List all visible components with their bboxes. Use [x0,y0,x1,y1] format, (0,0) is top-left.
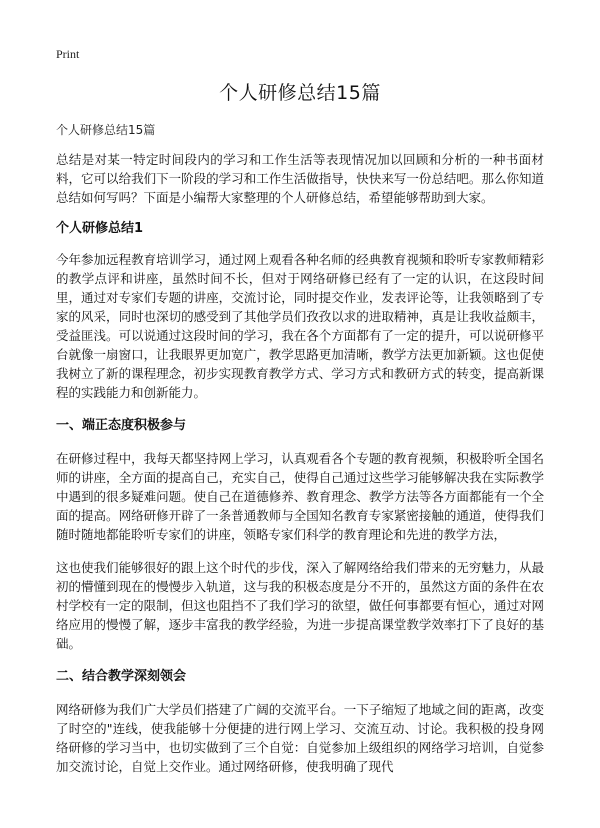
section-2-paragraph-1: 网络研修为我们广大学员们搭建了广阔的交流平台。一下子缩短了地域之间的距离，改变了时空的"连线，使我能够十分便捷的进行网上学习、交流互动、讨论。我积极的投身网络研修的学习当中，也切实做到了三个自觉：自觉参加上级组织的网络学习培训，自觉参加交流讨论，自觉上交作业。通过网络研修，使我明确了现代 [56,702,544,774]
page-title: 个人研修总结15篇 [219,82,381,104]
page-subtitle: 个人研修总结15篇 [56,123,156,137]
print-link[interactable]: Print [56,47,80,61]
section-1-heading: 一、端正态度积极参与 [56,418,187,433]
section-2-heading: 二、结合教学深刻领会 [56,669,187,684]
article-heading: 个人研修总结1 [56,221,144,236]
intro-paragraph: 总结是对某一特定时间段内的学习和工作生活等表现情况加以回顾和分析的一种书面材料，它可以给我们下一阶段的学习和工作生活做指导，快快来写一份总结吧。那么你知道总结如何写吗？下面是小编帮大家整理的个人研修总结，希望能够帮助到大家。 [56,152,544,205]
section-1-paragraph-1: 在研修过程中，我每天都坚持网上学习，认真观看各个专题的教育视频，积极聆听全国名师的讲座，全方面的提高自己，充实自己，使得自己通过这些学习能够解决我在实际教学中遇到的很多疑难问题。使自己在道德修养、教育理念、教学方法等各方面都能有一个全面的提高。网络研修开辟了一条普通教师与全国知名教育专家紧密接触的通道，使得我们随时随地都能聆听专家们的讲座，领略专家们科学的教育理论和先进的教学方法， [56,451,544,542]
section-1-paragraph-2: 这也使我们能够很好的跟上这个时代的步伐，深入了解网络给我们带来的无穷魅力，从最初的懵懂到现在的慢慢步入轨道，这与我的积极态度是分不开的，虽然这方面的条件在农村学校有一定的限制，但这也阻挡不了我们学习的欲望，做任何事都要有恒心，通过对网络应用的慢慢了解，逐步丰富我的教学经验，为进一步提高课堂教学效率打下了良好的基础。 [56,560,544,651]
article-body [56,150,544,776]
article-paragraph: 今年参加远程教育培训学习，通过网上观看各种名师的经典教育视频和聆听专家教师精彩的教学点评和讲座，虽然时间不长，但对于网络研修已经有了一定的认识，在这段时间里，通过对专家们专题的讲座，交流讨论，同时提交作业，发表评论等，让我领略到了专家的风采，同时也深切的感受到了其他学员们孜孜以求的进取精神，真是让我收益颇丰，受益匪浅。可以说通过这段时间的学习，我在各个方面都有了一定的提升，可以说研修平台就像一扇窗口，让我眼界更加宽广，教学思路更加清晰，教学方法更加新颖。这也促使我树立了新的课程理念，初步实现教育教学方式、学习方式和教研方式的转变，提高新课程的实践能力和创新能力。 [56,252,544,400]
